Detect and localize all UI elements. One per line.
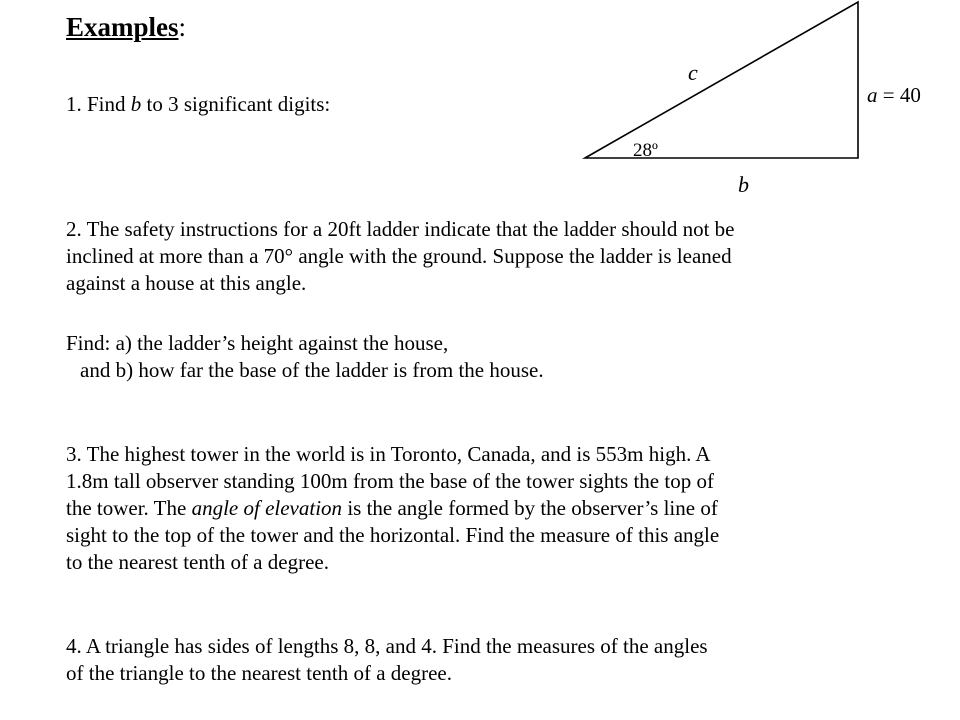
- side-label-a-value: = 40: [877, 83, 921, 107]
- problem-2-find: [66, 330, 946, 384]
- problem-2-find-b: and b) how far the base of the ladder is from the house.: [80, 358, 544, 382]
- problem-4-line: of the triangle to the nearest tenth of a degree.: [66, 661, 452, 685]
- problem-3-line3-post: is the angle formed by the observer’s line of: [342, 496, 718, 520]
- problem-3-line3-pre: the tower. The: [66, 496, 192, 520]
- problem-3-term: angle of elevation: [191, 496, 343, 520]
- problem-3: [66, 441, 946, 576]
- problem-2: [66, 216, 946, 297]
- examples-title: Examples: [66, 12, 179, 42]
- problem-3-line: to the nearest tenth of a degree.: [66, 550, 329, 574]
- angle-label: 28º: [633, 140, 658, 161]
- problem-1-variable: b: [130, 92, 142, 116]
- problem-4-line: 4. A triangle has sides of lengths 8, 8, and 4. Find the measures of the angles: [66, 634, 708, 658]
- problem-2-find-a: Find: a) the ladder’s height against the house,: [66, 331, 449, 355]
- side-label-a-var: a: [867, 83, 878, 107]
- examples-colon: :: [178, 12, 187, 42]
- base-label-b: b: [738, 172, 749, 197]
- problem-2-line: against a house at this angle.: [66, 271, 307, 295]
- problem-1-prefix: 1. Find: [66, 92, 131, 116]
- hypotenuse-label-c: c: [688, 60, 698, 85]
- right-triangle: [585, 2, 858, 158]
- problem-2-line: inclined at more than a 70° angle with the ground. Suppose the ladder is leaned: [66, 244, 732, 268]
- problem-3-line: sight to the top of the tower and the horizontal. Find the measure of this angle: [66, 523, 720, 547]
- problem-1-text: [66, 91, 946, 118]
- problem-3-line: [66, 495, 946, 522]
- problem-2-line: 2. The safety instructions for a 20ft ladder indicate that the ladder should not be: [66, 217, 735, 241]
- problem-4: [66, 633, 946, 687]
- problem-3-line: 3. The highest tower in the world is in Toronto, Canada, and is 553m high. A: [66, 442, 711, 466]
- problem-1: [66, 91, 946, 118]
- problem-1-suffix: to 3 significant digits:: [141, 92, 331, 116]
- problem-3-line: 1.8m tall observer standing 100m from the base of the tower sights the top of: [66, 469, 714, 493]
